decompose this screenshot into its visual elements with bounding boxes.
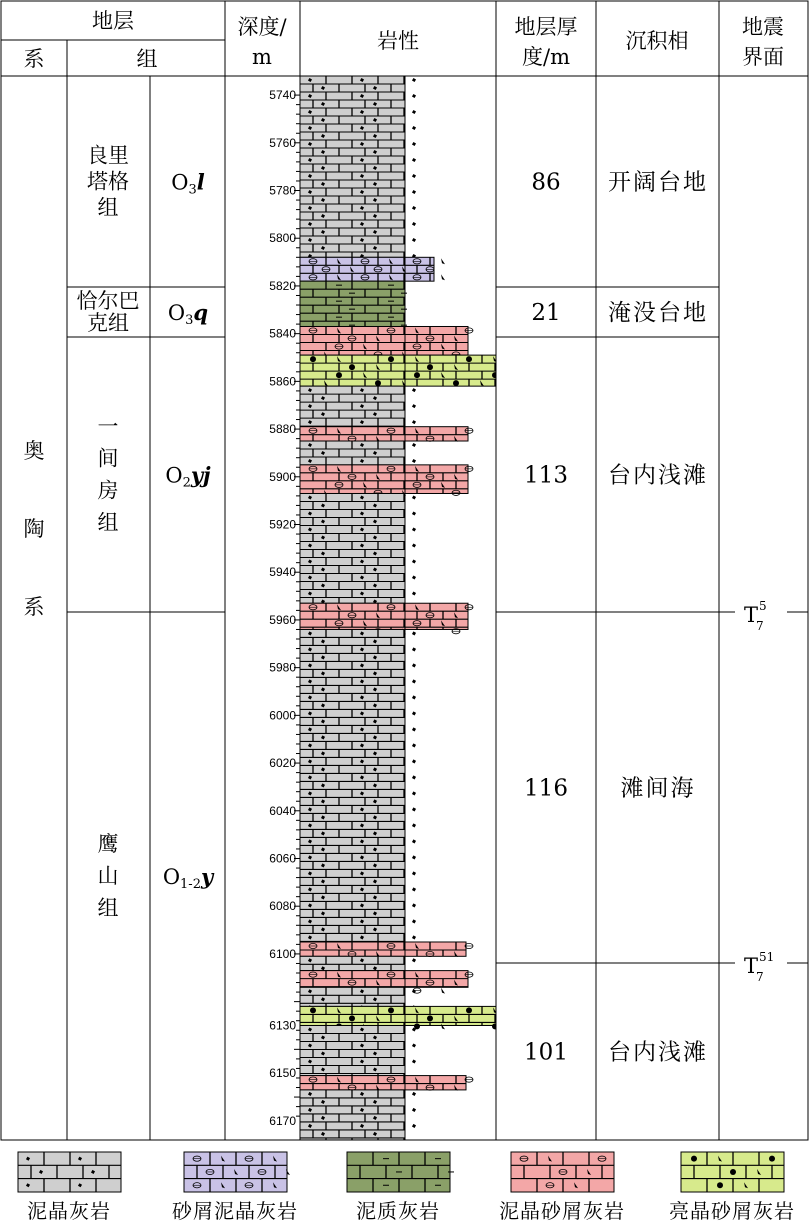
header-thickness: 地层厚	[514, 15, 578, 39]
depth-label: 6040	[269, 803, 296, 818]
depth-label: 5980	[269, 660, 296, 675]
depth-label: 5940	[269, 565, 296, 580]
system-name-char: 陶	[23, 517, 45, 541]
header-lithology: 岩性	[377, 29, 419, 53]
legend-item-argillaceous	[347, 1152, 454, 1223]
formation-code: O2yj	[165, 462, 211, 491]
litho-bed-calcarenite_micrite	[300, 257, 445, 281]
formation-code: O3l	[171, 169, 205, 198]
depth-label: 5900	[269, 469, 296, 484]
system-name-char: 系	[23, 595, 45, 619]
header-depth-unit: m	[252, 45, 272, 69]
litho-bed-micritic_calcarenite	[300, 1076, 473, 1091]
facies-label: 台内浅滩	[608, 462, 708, 489]
facies-label: 滩间海	[620, 775, 696, 802]
header-strata: 地层	[92, 9, 134, 33]
depth-label: 6060	[269, 851, 296, 866]
depth-label: 5780	[269, 183, 296, 198]
header-depth: 深度/	[237, 15, 287, 39]
depth-label: 6150	[269, 1066, 296, 1081]
litho-bed-micritic_calcarenite	[300, 326, 473, 357]
depth-label: 5880	[269, 422, 296, 437]
formation-name: 组	[97, 195, 119, 220]
formation-name: 房	[97, 478, 119, 503]
facies-label: 淹没台地	[608, 300, 708, 326]
depth-label: 5860	[269, 374, 296, 389]
facies-label: 开阔台地	[608, 169, 708, 196]
litho-bed-micritic_calcarenite	[300, 427, 473, 442]
litho-bed-micrite	[300, 441, 416, 465]
depth-axis	[269, 88, 300, 1128]
depth-label: 6080	[269, 899, 296, 914]
thickness-value: 86	[531, 169, 561, 196]
depth-label: 6020	[269, 756, 296, 771]
formation-name: 组	[97, 896, 119, 920]
legend-item-sparry_calcarenite	[669, 1152, 795, 1223]
depth-label: 5960	[269, 612, 296, 627]
seismic-marker: $T^{51}$ 7	[744, 950, 775, 984]
legend-label: 亮晶砂屑灰岩	[669, 1199, 795, 1223]
legend	[18, 1152, 795, 1223]
litho-bed-micrite	[300, 493, 416, 603]
depth-label: 5800	[269, 231, 296, 246]
facies-label: 台内浅滩	[608, 1039, 708, 1066]
litho-bed-micritic_calcarenite	[300, 942, 473, 957]
litho-bed-micrite	[300, 386, 416, 432]
depth-label: 5740	[269, 88, 296, 103]
thickness-value: 101	[524, 1039, 568, 1066]
litho-bed-micritic_calcarenite	[300, 465, 473, 496]
header-seismic-2: 界面	[742, 45, 784, 69]
legend-label: 泥质灰岩	[356, 1199, 440, 1223]
formation-name: 恰尔巴	[76, 289, 140, 313]
thickness-value: 21	[531, 300, 561, 326]
formation-name: 组	[97, 510, 119, 535]
header-thickness-unit: 度/m	[522, 45, 570, 69]
litho-bed-micrite	[300, 956, 416, 970]
depth-label: 6000	[269, 708, 296, 723]
litho-bed-micrite	[300, 629, 416, 947]
seismic-marker: $T^5$ 7	[744, 599, 767, 633]
formation-name: 克组	[87, 311, 129, 335]
header-formation: 组	[136, 47, 158, 71]
depth-label: 6100	[269, 946, 296, 961]
formation-code: O3q	[167, 300, 209, 328]
legend-label: 泥晶砂屑灰岩	[499, 1199, 625, 1223]
litho-bed-argillaceous	[300, 281, 407, 326]
formation-name: 良里	[87, 143, 129, 168]
header-facies: 沉积相	[625, 29, 689, 53]
header-system: 系	[23, 47, 45, 71]
depth-label: 5820	[269, 278, 296, 293]
depth-label: 5920	[269, 517, 296, 532]
legend-label: 泥晶灰岩	[27, 1199, 111, 1223]
thickness-value: 116	[524, 775, 568, 802]
depth-label: 6130	[269, 1018, 296, 1033]
formation-name: 山	[97, 864, 119, 888]
formation-name: 塔格	[87, 169, 129, 194]
legend-item-calcarenite_micrite	[172, 1152, 298, 1223]
litho-bed-micrite	[300, 1090, 416, 1144]
litho-bed-micrite	[300, 76, 416, 258]
formation-name: 鹰	[97, 832, 119, 856]
depth-label: 5760	[269, 135, 296, 150]
legend-label: 砂屑泥晶灰岩	[172, 1199, 298, 1223]
formation-name: 间	[97, 446, 119, 471]
thickness-value: 113	[524, 462, 568, 489]
system-name-char: 奥	[23, 439, 45, 463]
litho-bed-micrite	[300, 1025, 416, 1079]
header-seismic: 地震	[742, 15, 784, 39]
formation-code: O1-2y	[162, 864, 214, 892]
depth-label: 6170	[269, 1113, 296, 1128]
lithology-column	[300, 76, 511, 1144]
legend-item-micritic_calcarenite	[499, 1152, 625, 1223]
legend-item-micrite	[18, 1152, 121, 1223]
formation-name: 一	[97, 414, 119, 439]
depth-label: 5840	[269, 326, 296, 341]
